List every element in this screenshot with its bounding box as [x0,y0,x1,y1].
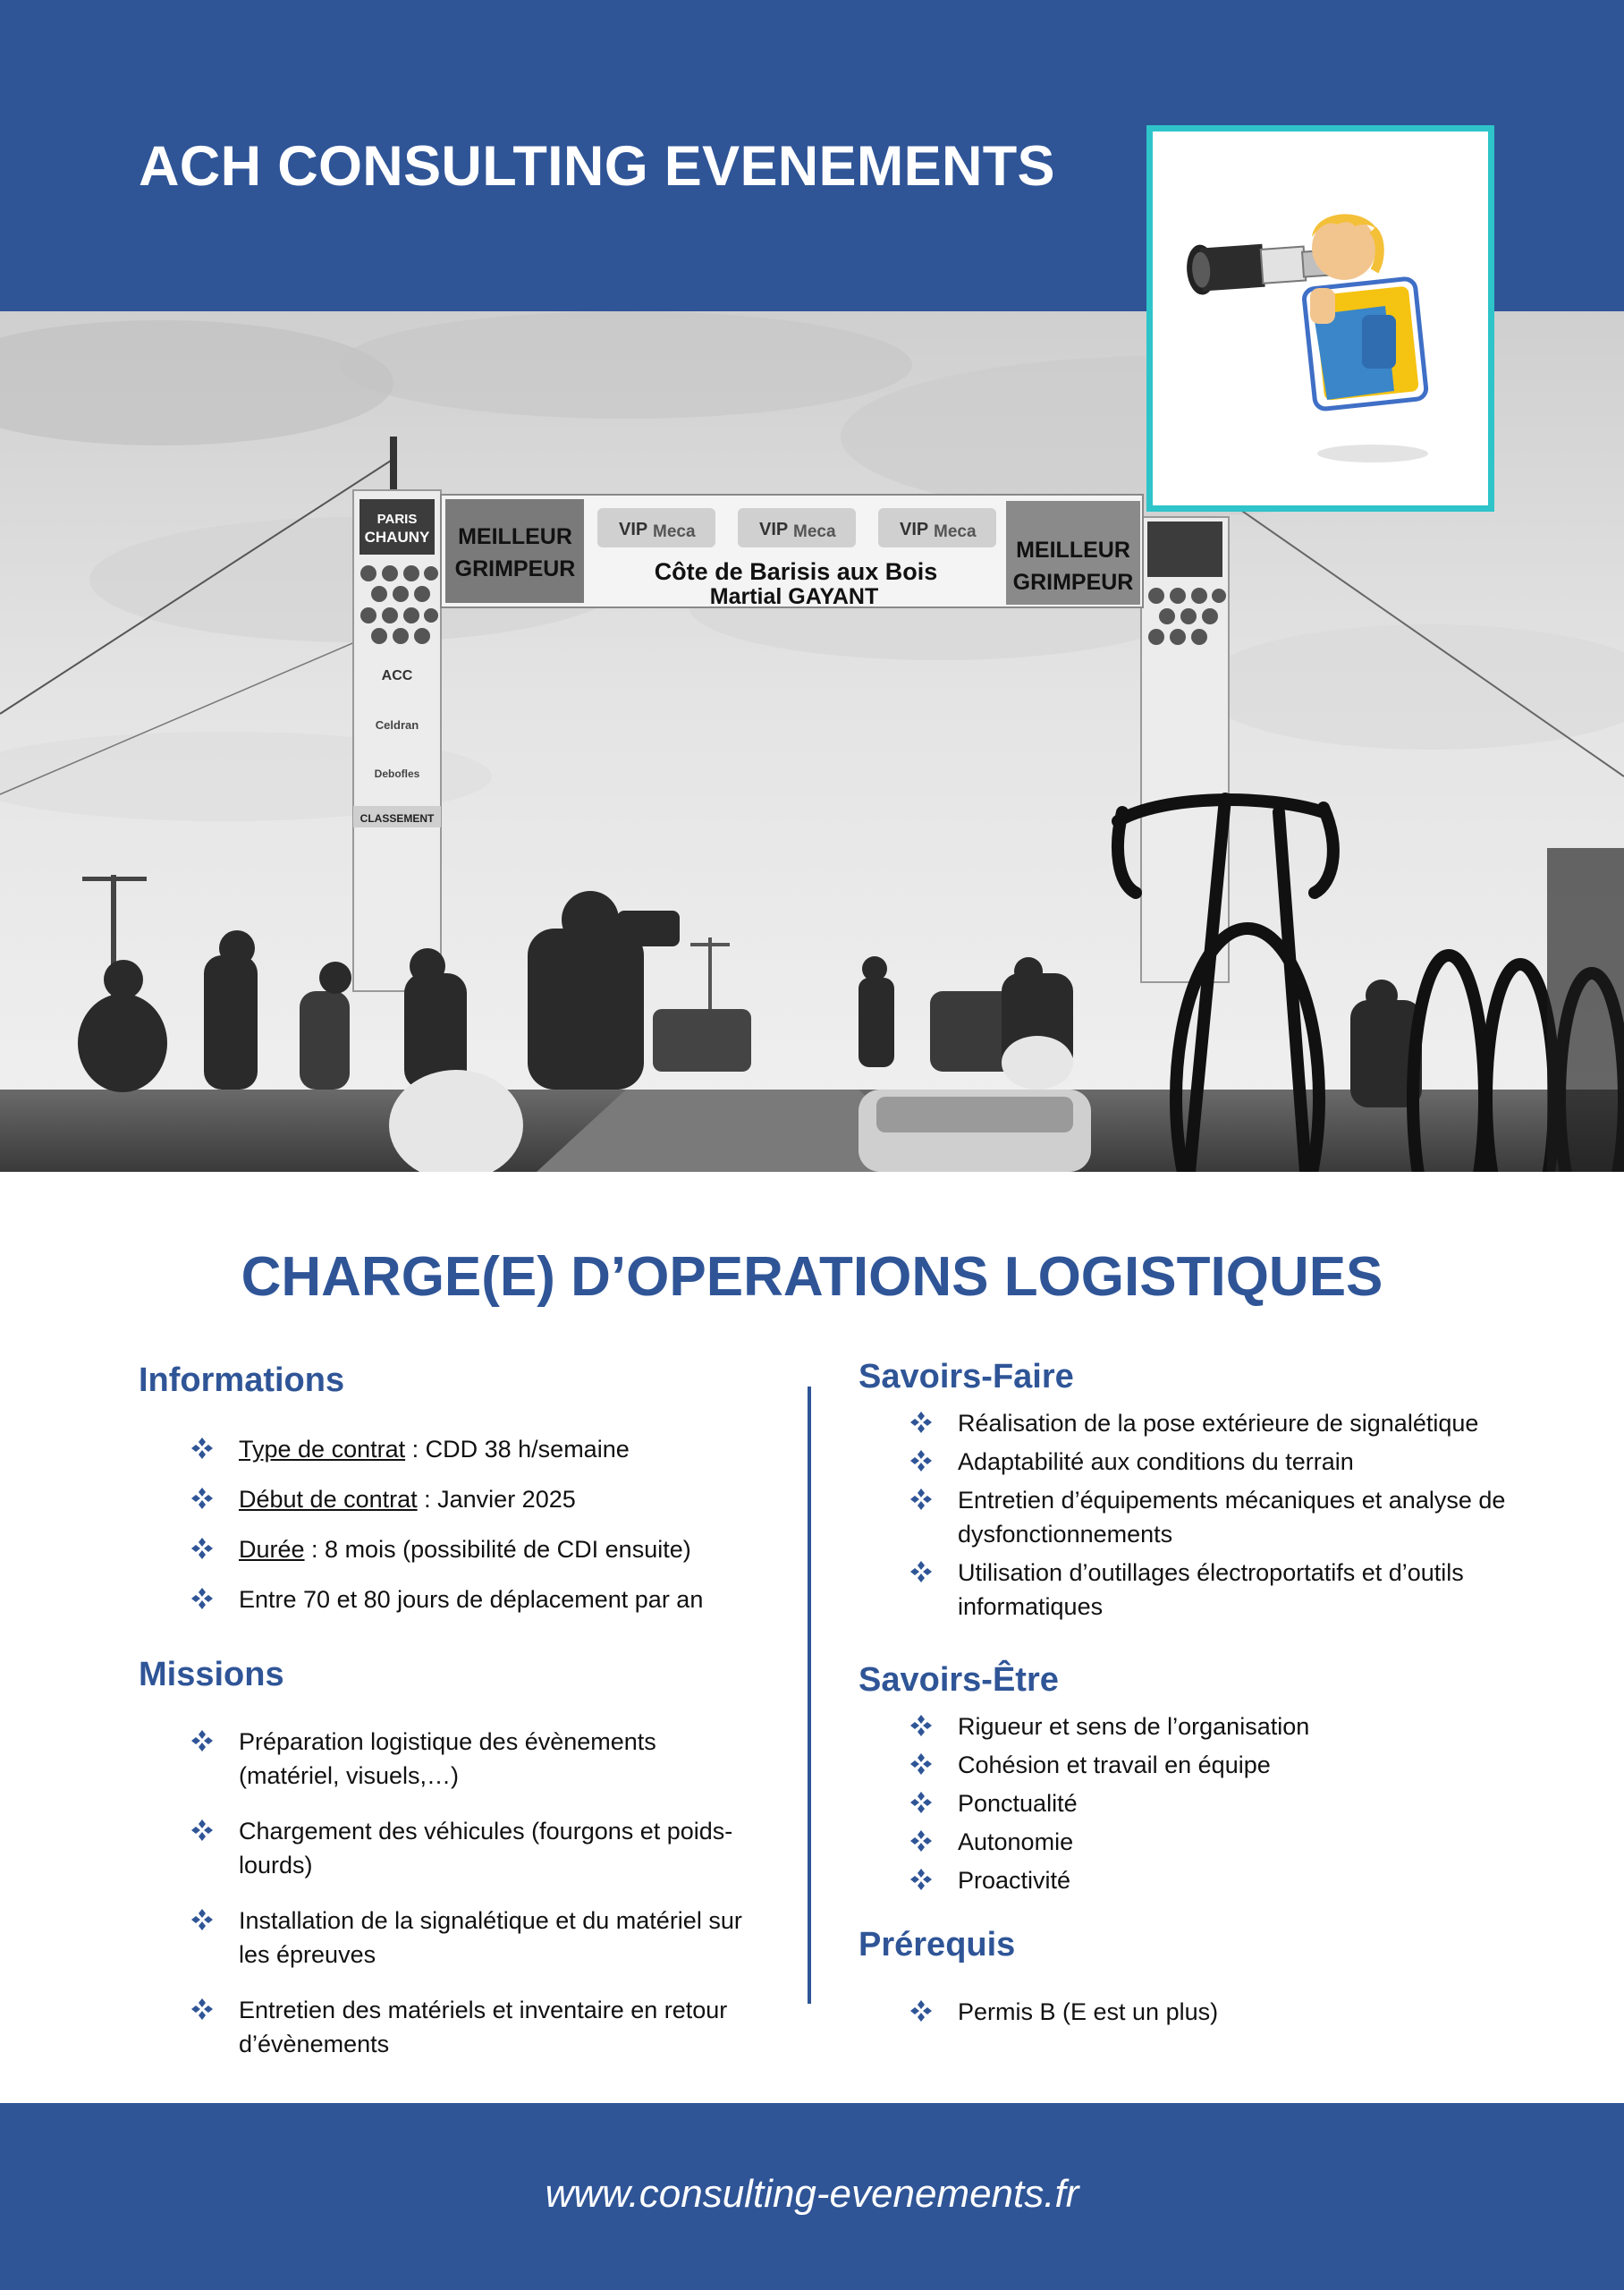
pillar-sponsor-celdran: Celdran [375,718,419,732]
diamond-bullet-icon [909,1411,933,1434]
mission-text: Préparation logistique des évènements (matériel, visuels,…) [239,1728,656,1789]
trait-text: Rigueur et sens de l’organisation [958,1713,1310,1740]
diamond-bullet-icon [190,1537,214,1560]
contract-start-value: : Janvier 2025 [417,1486,576,1513]
sponsor-vip-3: VIP [900,520,929,539]
list-item [909,1995,1562,2029]
diamond-bullet-icon [190,1819,214,1842]
list-item [909,1709,1562,1743]
contract-start-label: Début de contrat [239,1486,418,1513]
trait-text: Proactivité [958,1867,1071,1894]
pillar-classement: CLASSEMENT [359,812,435,825]
skill-text: Réalisation de la pose extérieure de signalétique [958,1410,1479,1437]
list-item [909,1445,1562,1479]
banner-center-line2: Martial GAYANT [709,584,879,609]
list-item [190,1993,763,2061]
savoirs-faire-list [909,1406,1562,1628]
mission-text: Installation de la signalétique et du matériel sur les épreuves [239,1907,742,1968]
savoirs-etre-list [909,1709,1562,1902]
list-item [190,1482,763,1516]
prerequis-heading: Prérequis [859,1926,1016,1963]
list-item [909,1556,1562,1624]
list-item [190,1725,763,1793]
savoirs-etre-heading: Savoirs-Être [859,1661,1059,1699]
company-logo [1146,125,1494,512]
mission-text: Entretien des matériels et inventaire en retour d’évènements [239,1997,728,2057]
telescope-person-icon [1153,131,1488,505]
diamond-bullet-icon [909,1488,933,1511]
banner-right-line1: MEILLEUR [1016,538,1130,563]
missions-heading: Missions [139,1656,284,1693]
list-item [190,1582,763,1616]
diamond-bullet-icon [190,1437,214,1460]
diamond-bullet-icon [909,1560,933,1583]
list-item [190,1532,763,1566]
list-item [909,1786,1562,1820]
diamond-bullet-icon [909,1791,933,1814]
pillar-sponsor-debofles: Debofles [374,768,420,780]
banner-right-line2: GRIMPEUR [1012,570,1134,595]
sponsor-vip-2: VIP [759,520,789,539]
diamond-bullet-icon [909,1714,933,1737]
list-item [909,1483,1562,1551]
diamond-bullet-icon [909,1868,933,1891]
banner-center-line1: Côte de Barisis aux Bois [654,558,938,585]
list-item [190,1904,763,1972]
trait-text: Ponctualité [958,1790,1078,1817]
skill-text: Utilisation d’outillages électroportatifs et d’outils informatiques [958,1559,1464,1620]
savoirs-faire-heading: Savoirs-Faire [859,1358,1074,1395]
pillar-sponsor-acc: ACC [381,668,413,683]
trait-text: Cohésion et travail en équipe [958,1751,1271,1778]
informations-list [190,1432,763,1633]
banner-left-line2: GRIMPEUR [454,556,576,581]
brand-title: ACH CONSULTING EVENEMENTS [139,135,1055,198]
list-item [909,1863,1562,1897]
column-divider [808,1387,811,2004]
missions-list [190,1725,763,2082]
mission-text: Chargement des véhicules (fourgons et poids-lourds) [239,1818,733,1879]
trait-text: Autonomie [958,1828,1074,1855]
list-item [909,1748,1562,1782]
website-link[interactable]: www.consulting-evenements.fr [545,2172,1079,2216]
prerequis-list [909,1995,1562,2033]
pillar-brand-line2: CHAUNY [364,529,430,546]
list-item [190,1814,763,1882]
sponsor-meca-3: Meca [934,522,977,541]
requirement-text: Permis B (E est un plus) [958,1998,1219,2025]
diamond-bullet-icon [190,1729,214,1752]
diamond-bullet-icon [190,1997,214,2021]
sponsor-meca-1: Meca [653,522,696,541]
pillar-brand-line1: PARIS [376,512,418,527]
informations-heading: Informations [139,1361,345,1399]
diamond-bullet-icon [909,1752,933,1776]
list-item [909,1825,1562,1859]
diamond-bullet-icon [909,1449,933,1472]
skill-text: Adaptabilité aux conditions du terrain [958,1448,1354,1475]
diamond-bullet-icon [190,1587,214,1610]
sponsor-meca-2: Meca [793,522,836,541]
sponsor-vip-1: VIP [619,520,648,539]
contract-type-value: : CDD 38 h/semaine [405,1436,630,1463]
list-item [190,1432,763,1466]
contract-type-label: Type de contrat [239,1436,406,1463]
skill-text: Entretien d’équipements mécaniques et analyse de dysfonctionnements [958,1487,1506,1548]
banner-left-line1: MEILLEUR [458,524,572,549]
job-title: CHARGE(E) D’OPERATIONS LOGISTIQUES [241,1246,1383,1308]
duration-value: : 8 mois (possibilité de CDI ensuite) [304,1536,691,1563]
duration-label: Durée [239,1536,305,1563]
list-item [909,1406,1562,1440]
diamond-bullet-icon [909,1999,933,2023]
diamond-bullet-icon [909,1829,933,1853]
travel-days-value: Entre 70 et 80 jours de déplacement par an [239,1586,704,1613]
diamond-bullet-icon [190,1487,214,1510]
diamond-bullet-icon [190,1908,214,1931]
